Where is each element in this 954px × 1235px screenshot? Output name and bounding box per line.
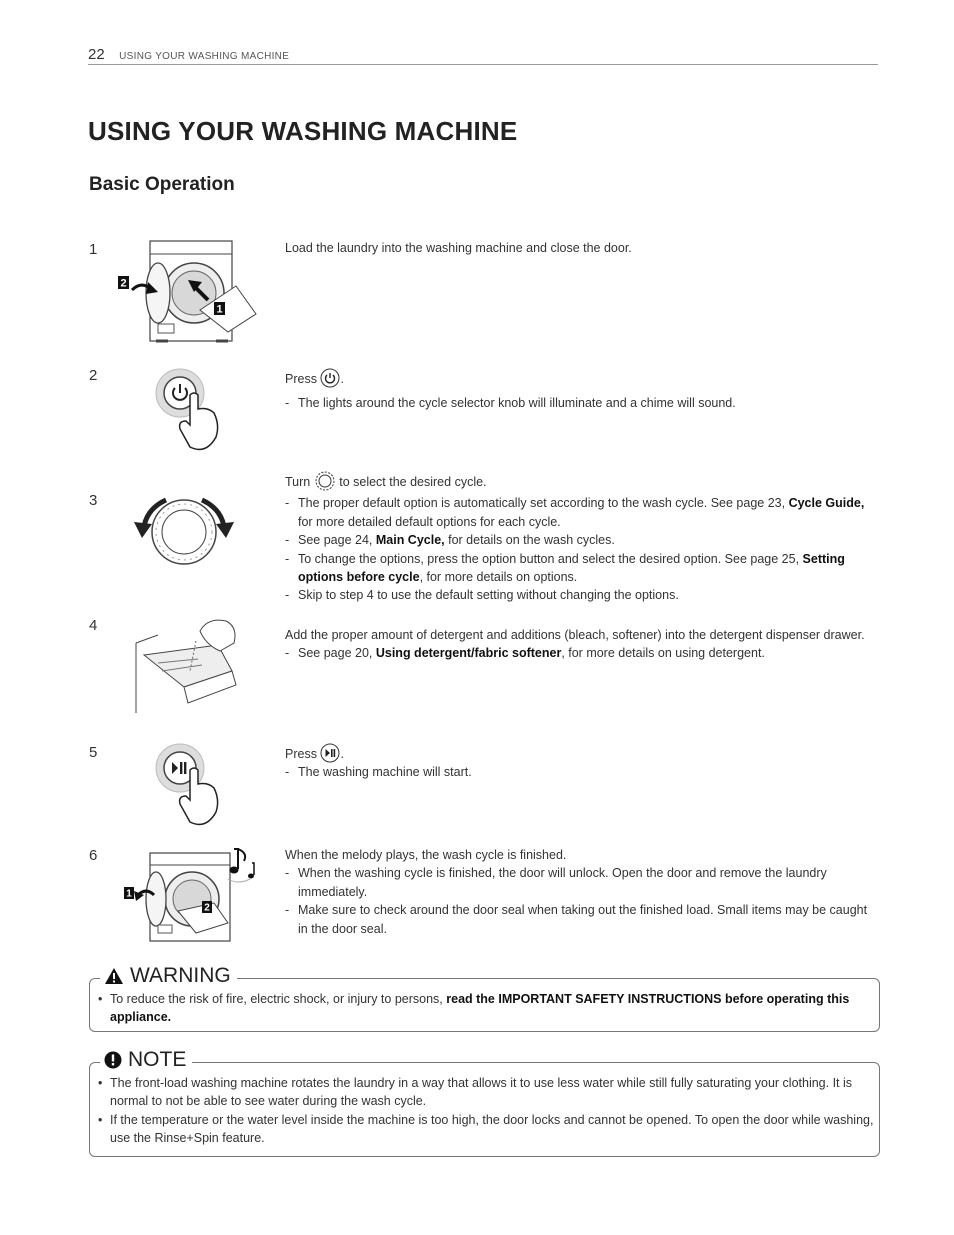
step-main: Load the laundry into the washing machine and close the door. [285, 241, 632, 255]
step-text [285, 368, 880, 413]
dash: - [285, 588, 290, 603]
note-label-text: NOTE [128, 1048, 187, 1071]
step-sub [285, 531, 880, 549]
step-4 [0, 615, 954, 715]
callout-1: 1 [126, 888, 132, 900]
cycle-knob-icon [314, 471, 336, 491]
sub-bold: Main Cycle, [375, 533, 445, 548]
step-sub [285, 901, 880, 938]
detergent-drawer-illustration [108, 615, 268, 715]
sub-text: When the washing cycle is finished, the door will unlock. Open the door and remove the laundry immediately. [298, 866, 827, 899]
sub-text: Make sure to check around the door seal when taking out the finished load. Small items may be caught in the door seal. [298, 903, 868, 936]
sub-text: for more detailed default options for each cycle. [298, 514, 561, 529]
page-number: 22 [88, 46, 105, 63]
step-main-before: Turn [285, 475, 311, 489]
callout-2: 2 [120, 277, 127, 290]
sub-text: for details on the wash cycles. [444, 533, 615, 548]
dash: - [285, 533, 290, 548]
callout-2: 2 [204, 902, 210, 914]
music-note-icon [228, 849, 254, 882]
step-number: 1 [89, 241, 98, 258]
press-start-illustration [108, 742, 268, 834]
step-main-before: Press [285, 747, 317, 761]
sub-text: , for more details on options. [419, 570, 578, 585]
sub-text: See page 20, [298, 646, 376, 661]
step-main: Add the proper amount of detergent and additions (bleach, softener) into the detergent dispenser drawer. [285, 628, 865, 642]
sub-bold: Using detergent/fabric softener [375, 646, 562, 661]
step-number: 6 [89, 847, 98, 864]
step-main-before: Press [285, 372, 317, 386]
step-6 [0, 845, 954, 945]
step-main [285, 743, 880, 763]
page-header [88, 46, 878, 65]
warning-triangle-icon [104, 967, 124, 985]
washer-load-illustration [108, 238, 268, 348]
step-number: 2 [89, 367, 98, 384]
step-main [285, 471, 880, 491]
step-sub [285, 550, 880, 587]
dash: - [285, 551, 290, 566]
power-button-icon [320, 368, 340, 388]
step-text [285, 846, 880, 938]
note-label [100, 1048, 192, 1072]
step-sub [285, 763, 880, 781]
step-1 [0, 238, 954, 348]
warning-item [90, 990, 879, 1027]
sub-bold: Setting options before cycle [298, 551, 845, 585]
note-list [90, 1074, 879, 1148]
sub-text: Skip to step 4 to use the default setting without changing the options. [298, 588, 679, 603]
dash: - [285, 496, 290, 511]
step-sub [285, 394, 880, 412]
sub-text: The proper default option is automatically set according to the wash cycle. See page 23, [298, 496, 789, 511]
note-box [89, 1048, 880, 1157]
step-2 [0, 365, 954, 455]
step-main: When the melody plays, the wash cycle is finished. [285, 848, 567, 862]
step-5 [0, 742, 954, 832]
step-number: 4 [89, 617, 98, 634]
header-section-title: USING YOUR WASHING MACHINE [119, 51, 290, 62]
warning-bold-text: read the IMPORTANT SAFETY INSTRUCTIONS before operating this appliance. [110, 992, 850, 1025]
step-text [285, 626, 880, 663]
step-main-after: to select the desired cycle. [339, 475, 487, 489]
sub-text: The washing machine will start. [298, 765, 472, 780]
note-text: The front-load washing machine rotates the laundry in a way that allows it to use less water while still fully saturating your clothing. It is normal to not be able to see water during the wash cycle. [110, 1076, 853, 1109]
page-title: USING YOUR WASHING MACHINE [88, 116, 518, 146]
start-pause-icon [320, 743, 340, 763]
step-number: 3 [89, 492, 98, 509]
warning-box [89, 964, 880, 1032]
press-power-illustration [108, 365, 268, 460]
sub-bold: Cycle Guide, [788, 496, 865, 511]
step-sub [285, 586, 880, 604]
bullet: • [98, 1112, 103, 1127]
warning-list [90, 990, 879, 1027]
sub-text: , for more details on using detergent. [561, 646, 765, 661]
step-number: 5 [89, 744, 98, 761]
dash: - [285, 903, 290, 918]
sub-text: To change the options, press the option button and select the desired option. See page 25, [298, 551, 803, 566]
note-item [90, 1111, 879, 1148]
bullet: • [98, 1076, 103, 1090]
note-exclamation-icon [104, 1051, 122, 1069]
sub-text: See page 24, [298, 533, 376, 548]
warning-text: To reduce the risk of fire, electric shock, or injury to persons, [110, 992, 447, 1006]
dash: - [285, 866, 290, 881]
step-text [285, 471, 880, 605]
sub-text: The lights around the cycle selector knob will illuminate and a chime will sound. [298, 396, 736, 411]
note-item [90, 1074, 879, 1111]
cycle-knob-illustration [108, 470, 268, 580]
step-text [285, 743, 880, 782]
note-text: If the temperature or the water level inside the machine is too high, the door locks and cannot be opened. To open the door while washing, use the Rinse+Spin feature. [110, 1112, 874, 1146]
step-main [285, 368, 880, 388]
step-sub [285, 494, 880, 531]
callout-1: 1 [216, 303, 223, 316]
warning-label-text: WARNING [130, 964, 231, 987]
step-text [285, 239, 880, 257]
bullet: • [98, 992, 103, 1006]
step-main-after: . [340, 372, 344, 386]
step-3 [0, 470, 954, 610]
dash: - [285, 646, 290, 661]
section-subtitle: Basic Operation [89, 174, 235, 195]
dash: - [285, 396, 290, 411]
step-sub [285, 864, 880, 901]
dash: - [285, 765, 290, 780]
step-main-after: . [340, 747, 344, 761]
warning-label [100, 964, 237, 988]
step-sub [285, 644, 880, 662]
washer-unload-illustration [108, 845, 268, 945]
